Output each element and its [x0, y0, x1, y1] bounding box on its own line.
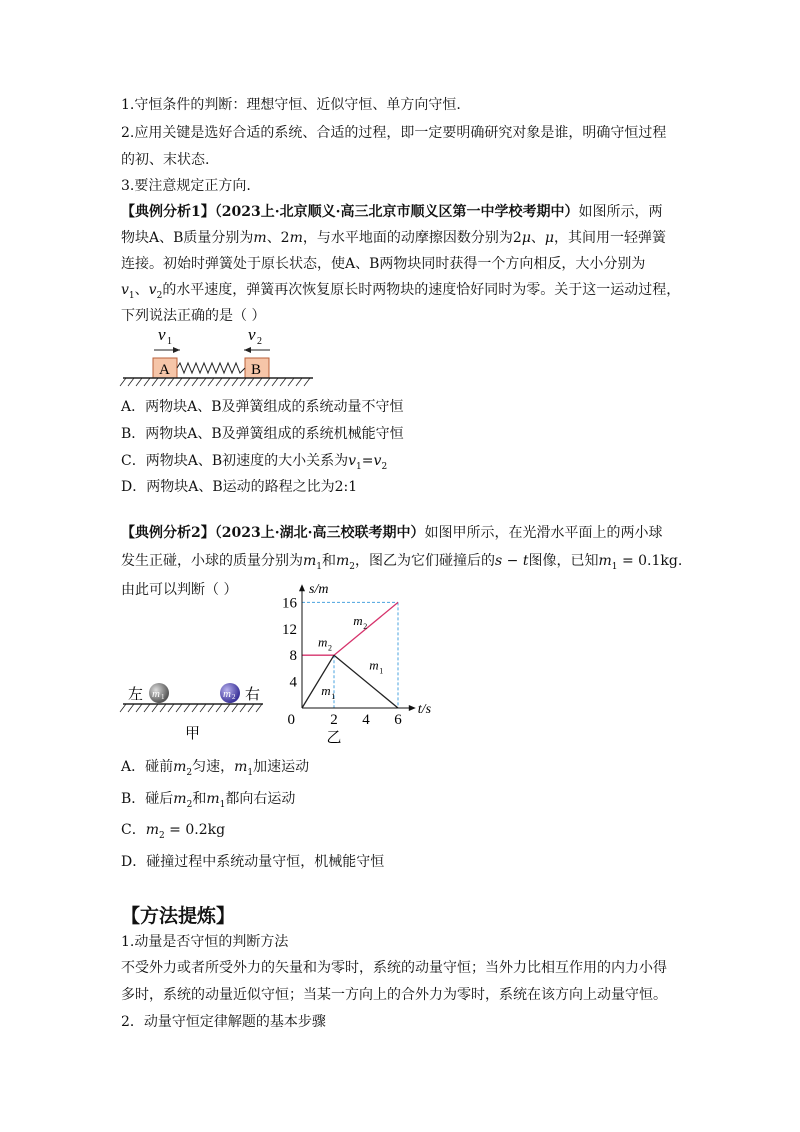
v2-label: v — [248, 325, 256, 344]
ball-m1-label-sub: 1 — [161, 693, 165, 701]
series-line-m2-lower — [334, 655, 398, 708]
method-p1: 1.动量是否守恒的判断方法 — [121, 934, 289, 950]
spring — [177, 363, 245, 373]
ex2-known-m1: m — [598, 553, 612, 569]
ex2-known-m1-sub: 1 — [611, 561, 618, 572]
ex1-line3: 连接。初始时弹簧处于原长状态，使A、B两物块同时获得一个方向相反，大小分别为 — [121, 256, 646, 272]
ex2-eq: = 0.1kg — [617, 553, 678, 569]
s-t-chart — [270, 582, 450, 750]
x-tick-6: 6 — [394, 712, 402, 728]
ex2-l2b: ，图乙为它们碰撞后的 — [355, 553, 496, 569]
ex2-l2a: 发生正碰，小球的质量分别为 — [121, 553, 303, 569]
ex2-optc-m2: m — [145, 822, 159, 838]
balls-figure — [118, 672, 268, 752]
y-tick-12: 12 — [282, 621, 297, 638]
ex1-l4b: 的水平速度，弹簧再次恢复原长时两物块的速度恰好同时为零。关于这一运动过程， — [162, 282, 681, 298]
ex1-l2c: ，其间用一轻弹簧 — [554, 230, 667, 246]
ex1-v1-sub: 1 — [128, 290, 135, 301]
intro-p1: 1.守恒条件的判断：理想守恒、近似守恒、单方向守恒. — [121, 97, 461, 113]
ex2-l2d: . — [677, 553, 683, 569]
ex2-opta-m2: m — [173, 759, 187, 775]
label-m2-upper-sub: 2 — [363, 621, 368, 631]
ex1-sep1: 、2 — [266, 230, 290, 246]
block-a-label: A — [159, 362, 170, 378]
ball-m2-label-sub: 2 — [232, 693, 236, 701]
ex2-option-b — [121, 789, 295, 815]
intro-p2b: 的初、末状态. — [121, 152, 210, 168]
ex2-optb-m2: m — [173, 791, 187, 807]
method-p3: 2．动量守恒定律解题的基本步骤 — [121, 1014, 326, 1030]
ex1-line1 — [121, 202, 662, 222]
ex2-l2c: 图像，已知 — [528, 553, 599, 569]
ex1-v2-sub: 2 — [156, 290, 163, 301]
ex1-optc-v1-sub: 1 — [356, 461, 362, 472]
spring-blocks-figure — [118, 322, 318, 394]
ex1-optc-v2-sub: 2 — [381, 461, 388, 472]
ex2-line2 — [121, 551, 682, 577]
ex1-m: m — [253, 230, 267, 246]
ex2-opta-m1: m — [234, 759, 248, 775]
ex2-option-a — [121, 757, 309, 783]
v1-label: v — [158, 325, 166, 344]
x-tick-2: 2 — [330, 712, 338, 728]
figure-a-caption: 甲 — [185, 726, 201, 742]
ground-hatch — [120, 378, 310, 386]
ex1-option-b: B．两物块A、B及弹簧组成的系统机械能守恒 — [121, 426, 404, 442]
ex2-opta-pre: A．碰前 — [121, 759, 174, 775]
ex2-tag: 【典例分析2】 — [121, 525, 215, 541]
label-m2-left-sub: 2 — [328, 643, 332, 653]
ex2-m1-sub: 1 — [316, 561, 323, 572]
origin-label: 0 — [287, 712, 295, 728]
ex2-source: （2023上·湖北·高三校联考期中） — [214, 525, 425, 541]
ex1-mu-2: μ — [544, 230, 555, 246]
ex2-opta-m2-sub: 2 — [186, 767, 193, 778]
y-tick-16: 16 — [282, 595, 297, 612]
ball-m1-label: m — [152, 688, 160, 700]
ex2-optb-m2-sub: 2 — [186, 799, 193, 810]
ex1-mu: μ — [521, 230, 531, 246]
ex2-opta-post: 加速运动 — [253, 759, 310, 775]
x-tick-4: 4 — [362, 712, 370, 728]
x-axis-title: t/s — [417, 702, 432, 717]
series-line-m2 — [302, 602, 398, 655]
ex2-line3: 由此可以判断（ ） — [121, 582, 238, 598]
ex1-l2a: 物块A、B质量分别为 — [121, 230, 254, 246]
ex2-optb-pre: B．碰后 — [121, 791, 174, 807]
v2-arrowhead — [244, 347, 251, 353]
ex2-opta-m1-sub: 1 — [247, 767, 254, 778]
ex2-optc-eq: = 0.2kg — [164, 822, 226, 838]
ex2-opta-mid: 匀速， — [192, 759, 235, 775]
ex1-sep2: 、 — [530, 230, 545, 246]
method-p2b: 多时，系统的动量近似守恒；当某一方向上的合外力为零时，系统在该方向上动量守恒。 — [121, 987, 667, 1003]
ex2-optb-mid: 和 — [192, 791, 207, 807]
y-tick-8: 8 — [289, 648, 297, 665]
ex1-optc-v2: v — [373, 453, 382, 469]
y-axis-arrow — [299, 584, 305, 591]
ex2-optb-post: 都向右运动 — [225, 791, 296, 807]
label-m1-lower-sub: 1 — [331, 691, 336, 701]
ex1-lead: 如图所示，两 — [578, 204, 663, 220]
label-m2-upper: m — [353, 612, 363, 628]
ex1-tag: 【典例分析1】 — [121, 204, 215, 220]
ex2-optc-pre: C． — [121, 822, 146, 838]
ex1-optc-eq: = — [361, 453, 374, 469]
ex2-optb-m1-sub: 1 — [219, 799, 226, 810]
ex1-v1: v — [121, 282, 129, 298]
v1-arrowhead — [173, 347, 180, 353]
right-label: 右 — [245, 687, 261, 703]
ex1-l4a: 、 — [134, 282, 149, 298]
ex2-m1: m — [303, 553, 317, 569]
intro-p2a: 2.应用关键是选好合适的系统、合适的过程，即一定要明确研究对象是谁，明确守恒过程 — [121, 125, 667, 141]
ex2-optb-m1: m — [206, 791, 220, 807]
y-tick-4: 4 — [289, 674, 297, 691]
y-axis-title: s/m — [309, 582, 329, 598]
v1-label-sub: 1 — [167, 336, 172, 347]
figure-b-caption: 乙 — [326, 730, 342, 746]
ex2-st: s − t — [495, 553, 529, 569]
label-m1-lower: m — [321, 682, 331, 698]
ex1-m-2: m — [289, 230, 303, 246]
chart-series-labels — [318, 613, 383, 746]
ex2-and: 和 — [322, 553, 337, 569]
ex2-m2: m — [336, 553, 350, 569]
ex2-lead: 如图甲所示，在光滑水平面上的两小球 — [424, 525, 663, 541]
ex2-option-d: D．碰撞过程中系统动量守恒，机械能守恒 — [121, 854, 385, 870]
label-m1-right-sub: 1 — [379, 666, 384, 676]
label-m2-left: m — [318, 634, 328, 650]
ex1-source: （2023上·北京顺义·高三北京市顺义区第一中学校考期中） — [214, 204, 579, 220]
ex1-line5: 下列说法正确的是（ ） — [121, 308, 266, 324]
ex1-option-a: A．两物块A、B及弹簧组成的系统动量不守恒 — [121, 399, 404, 415]
ex2-m2-sub: 2 — [349, 561, 356, 572]
x-axis-arrow — [409, 705, 416, 711]
ex2-optc-m2-sub: 2 — [159, 830, 165, 841]
ex1-optc-v1: v — [348, 453, 357, 469]
chart-series — [302, 602, 398, 708]
v2-label-sub: 2 — [257, 336, 262, 347]
ex1-optc-pre: C．两物块A、B初速度的大小关系为 — [121, 453, 349, 469]
method-heading: 【方法提炼】 — [121, 905, 236, 927]
ball-m2-label: m — [223, 688, 231, 700]
intro-p3: 3.要注意规定正方向. — [121, 178, 251, 194]
ex1-line4 — [121, 280, 680, 306]
ex1-line2 — [121, 228, 666, 248]
ex2-line1 — [121, 523, 662, 543]
block-b-label: B — [251, 362, 262, 378]
ex1-option-d: D．两物块A、B运动的路程之比为2:1 — [121, 479, 358, 495]
ex1-l2b: ，与水平地面的动摩擦因数分别为2 — [302, 230, 522, 246]
ex1-option-c — [121, 451, 387, 477]
ex1-v2: v — [148, 282, 157, 298]
left-label: 左 — [128, 687, 144, 703]
ex2-option-c — [121, 820, 225, 846]
series-line-m1 — [302, 655, 334, 708]
surface-hatch — [120, 704, 262, 712]
label-m1-right: m — [369, 657, 379, 673]
method-p2a: 不受外力或者所受外力的矢量和为零时，系统的动量守恒；当外力比相互作用的内力小得 — [121, 960, 667, 976]
